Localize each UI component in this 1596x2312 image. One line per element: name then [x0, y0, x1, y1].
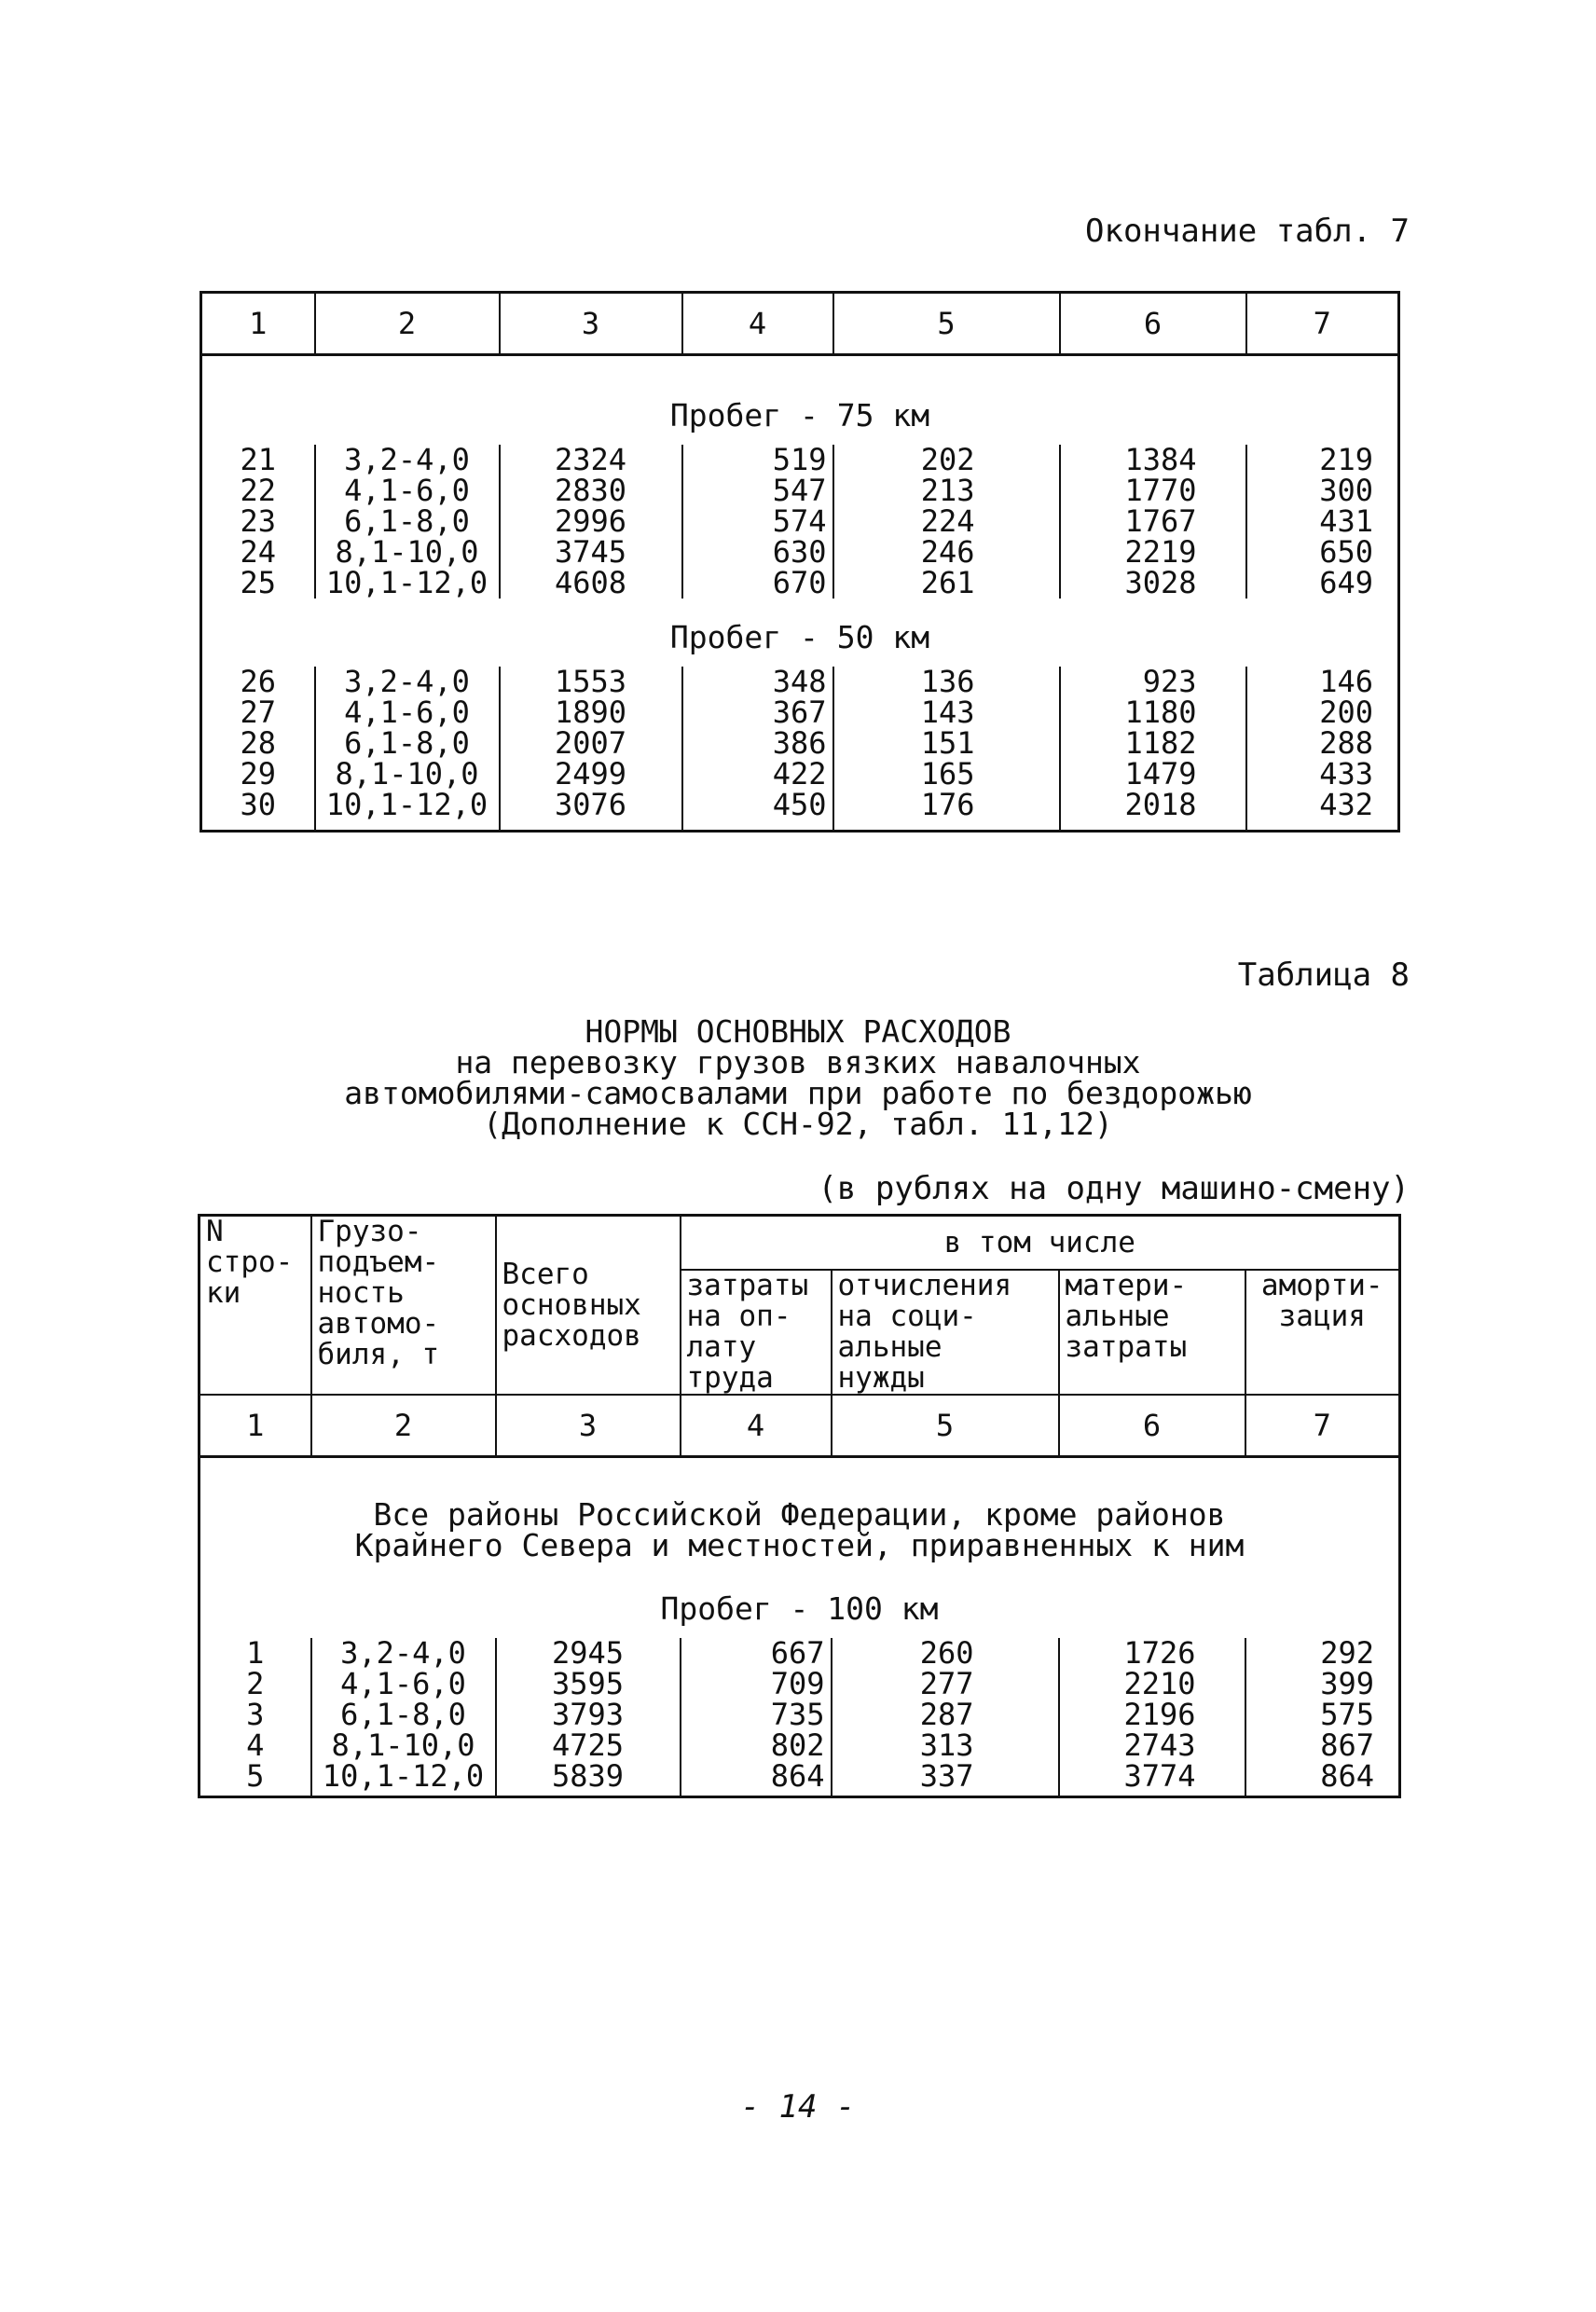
col-number: 7 [1246, 293, 1399, 355]
social-value: 337 [919, 1758, 974, 1794]
labor-value: 735 [770, 1697, 825, 1732]
social-value: 136 [920, 664, 975, 699]
col-number: 2 [315, 293, 500, 355]
capacity-value: 10,1-12,0 [325, 565, 488, 600]
table-row-block [201, 667, 1399, 832]
labor-value: 519 [772, 442, 827, 477]
title-line: НОРМЫ ОСНОВНЫХ РАСХОДОВ [585, 1013, 1011, 1050]
materials-value: 2219 [1124, 534, 1197, 570]
social-value: 176 [920, 787, 975, 822]
row-number: 5 [246, 1758, 265, 1794]
materials-value: 1767 [1124, 503, 1197, 539]
total-value: 2324 [554, 442, 627, 477]
labor-value: 367 [772, 695, 827, 730]
section-title: Пробег - 75 км [669, 397, 930, 434]
total-value: 2945 [551, 1635, 625, 1671]
amortization-value: 433 [1319, 756, 1373, 791]
total-value: 1890 [554, 695, 627, 730]
col-number: 5 [833, 293, 1060, 355]
total-value: 5839 [551, 1758, 625, 1794]
row-number: 22 [240, 473, 277, 508]
capacity-value: 3,2-4,0 [344, 664, 470, 699]
table8-header-top [200, 1216, 1400, 1271]
materials-value: 2210 [1123, 1666, 1196, 1701]
social-value: 202 [920, 442, 975, 477]
amortization-value: 300 [1319, 473, 1373, 508]
capacity-value: 4,1-6,0 [344, 473, 470, 508]
total-value: 3595 [551, 1666, 625, 1701]
total-value: 3076 [554, 787, 627, 822]
materials-value: 3028 [1124, 565, 1197, 600]
amortization-value: 200 [1319, 695, 1373, 730]
row-number: 1 [246, 1635, 265, 1671]
units-note: (в рублях на одну машино-смену) [818, 1170, 1410, 1207]
capacity-value: 6,1-8,0 [344, 725, 470, 761]
social-value: 313 [919, 1727, 974, 1763]
col-number: 3 [500, 293, 682, 355]
col-number: 1 [200, 1395, 311, 1457]
labor-value: 709 [770, 1666, 825, 1701]
row-number: 28 [240, 725, 277, 761]
amortization-value: 288 [1319, 725, 1373, 761]
row-number: 26 [240, 664, 277, 699]
row-number: 24 [240, 534, 277, 570]
social-value: 287 [919, 1697, 974, 1732]
amortization-value: 575 [1320, 1697, 1374, 1732]
total-value: 2007 [554, 725, 627, 761]
capacity-value: 3,2-4,0 [344, 442, 470, 477]
row-number: 29 [240, 756, 277, 791]
social-value: 224 [920, 503, 975, 539]
table7-caption: Окончание табл. 7 [1085, 213, 1410, 250]
materials-value: 923 [1142, 664, 1197, 699]
table7-column-numbers [201, 293, 1399, 355]
labor-value: 422 [772, 756, 827, 791]
col-number: 5 [832, 1395, 1059, 1457]
labor-value: 386 [772, 725, 827, 761]
amortization-value: 292 [1320, 1635, 1374, 1671]
table7 [200, 291, 1400, 833]
title-line: автомобилями-самосвалами при работе по бездорожью [344, 1075, 1252, 1111]
social-value: 143 [920, 695, 975, 730]
header-group: в том числе [681, 1216, 1400, 1271]
row-number: 2 [246, 1666, 265, 1701]
row-number: 23 [240, 503, 277, 539]
row-number: 3 [246, 1697, 265, 1732]
table8 [198, 1214, 1401, 1798]
capacity-value: 6,1-8,0 [344, 503, 470, 539]
row-number: 25 [240, 565, 277, 600]
page-number: - 14 - [740, 2088, 856, 2126]
materials-value: 1182 [1124, 725, 1197, 761]
col-number: 2 [311, 1395, 496, 1457]
capacity-value: 8,1-10,0 [335, 534, 479, 570]
capacity-value: 8,1-10,0 [335, 756, 479, 791]
capacity-value: 8,1-10,0 [331, 1727, 475, 1763]
section-title: Пробег - 100 км [660, 1590, 939, 1627]
table8-title [0, 1013, 1596, 1142]
total-value: 2996 [554, 503, 627, 539]
capacity-value: 3,2-4,0 [340, 1635, 466, 1671]
table-row-block [201, 445, 1399, 599]
materials-value: 2018 [1124, 787, 1197, 822]
labor-value: 630 [772, 534, 827, 570]
row-number: 30 [240, 787, 277, 822]
total-value: 2499 [554, 756, 627, 791]
section-title: Пробег - 50 км [669, 619, 930, 655]
header-row-number: N стро- ки [200, 1216, 311, 1396]
materials-value: 1479 [1124, 756, 1197, 791]
social-value: 261 [920, 565, 975, 600]
header-capacity: Грузо- подъем- ность автомо- биля, т [311, 1216, 496, 1396]
social-value: 277 [919, 1666, 974, 1701]
materials-value: 1384 [1124, 442, 1197, 477]
labor-value: 547 [772, 473, 827, 508]
region-note: Все районы Российской Федерации, кроме районов Крайнего Севера и местностей, приравненных к ним [354, 1496, 1245, 1563]
materials-value: 2743 [1123, 1727, 1196, 1763]
total-value: 4608 [554, 565, 627, 600]
col-number: 6 [1059, 1395, 1245, 1457]
labor-value: 667 [770, 1635, 825, 1671]
amortization-value: 432 [1319, 787, 1373, 822]
amortization-value: 399 [1320, 1666, 1374, 1701]
header-materials: матери- альные затраты [1059, 1270, 1245, 1395]
amortization-value: 867 [1320, 1727, 1374, 1763]
table-row-block [200, 1638, 1400, 1797]
amortization-value: 649 [1319, 565, 1373, 600]
col-number: 1 [201, 293, 315, 355]
social-value: 246 [920, 534, 975, 570]
capacity-value: 10,1-12,0 [322, 1758, 485, 1794]
capacity-value: 6,1-8,0 [340, 1697, 466, 1732]
amortization-value: 219 [1319, 442, 1373, 477]
table8-column-numbers [200, 1395, 1400, 1457]
header-social: отчисления на соци- альные нужды [832, 1270, 1059, 1395]
materials-value: 3774 [1123, 1758, 1196, 1794]
total-value: 2830 [554, 473, 627, 508]
col-number: 4 [681, 1395, 832, 1457]
labor-value: 864 [770, 1758, 825, 1794]
social-value: 213 [920, 473, 975, 508]
total-value: 1553 [554, 664, 627, 699]
labor-value: 450 [772, 787, 827, 822]
row-number: 4 [246, 1727, 265, 1763]
amortization-value: 864 [1320, 1758, 1374, 1794]
col-number: 3 [496, 1395, 681, 1457]
amortization-value: 146 [1319, 664, 1373, 699]
social-value: 151 [920, 725, 975, 761]
row-number: 21 [240, 442, 277, 477]
materials-value: 2196 [1123, 1697, 1196, 1732]
total-value: 3793 [551, 1697, 625, 1732]
capacity-value: 10,1-12,0 [325, 787, 488, 822]
total-value: 4725 [551, 1727, 625, 1763]
col-number: 7 [1245, 1395, 1400, 1457]
capacity-value: 4,1-6,0 [344, 695, 470, 730]
materials-value: 1726 [1123, 1635, 1196, 1671]
labor-value: 670 [772, 565, 827, 600]
row-number: 27 [240, 695, 277, 730]
amortization-value: 650 [1319, 534, 1373, 570]
materials-value: 1770 [1124, 473, 1197, 508]
table8-caption: Таблица 8 [1237, 956, 1410, 994]
social-value: 165 [920, 756, 975, 791]
col-number: 4 [682, 293, 833, 355]
labor-value: 574 [772, 503, 827, 539]
labor-value: 802 [770, 1727, 825, 1763]
capacity-value: 4,1-6,0 [340, 1666, 466, 1701]
header-amortization: аморти- зация [1245, 1270, 1400, 1395]
header-labor: затраты на оп- лату труда [681, 1270, 832, 1395]
col-number: 6 [1060, 293, 1246, 355]
header-total: Всего основных расходов [496, 1216, 681, 1396]
materials-value: 1180 [1124, 695, 1197, 730]
amortization-value: 431 [1319, 503, 1373, 539]
social-value: 260 [919, 1635, 974, 1671]
title-line: (Дополнение к ССН-92, табл. 11,12) [483, 1106, 1113, 1142]
labor-value: 348 [772, 664, 827, 699]
title-line: на перевозку грузов вязких навалочных [455, 1044, 1141, 1080]
total-value: 3745 [554, 534, 627, 570]
